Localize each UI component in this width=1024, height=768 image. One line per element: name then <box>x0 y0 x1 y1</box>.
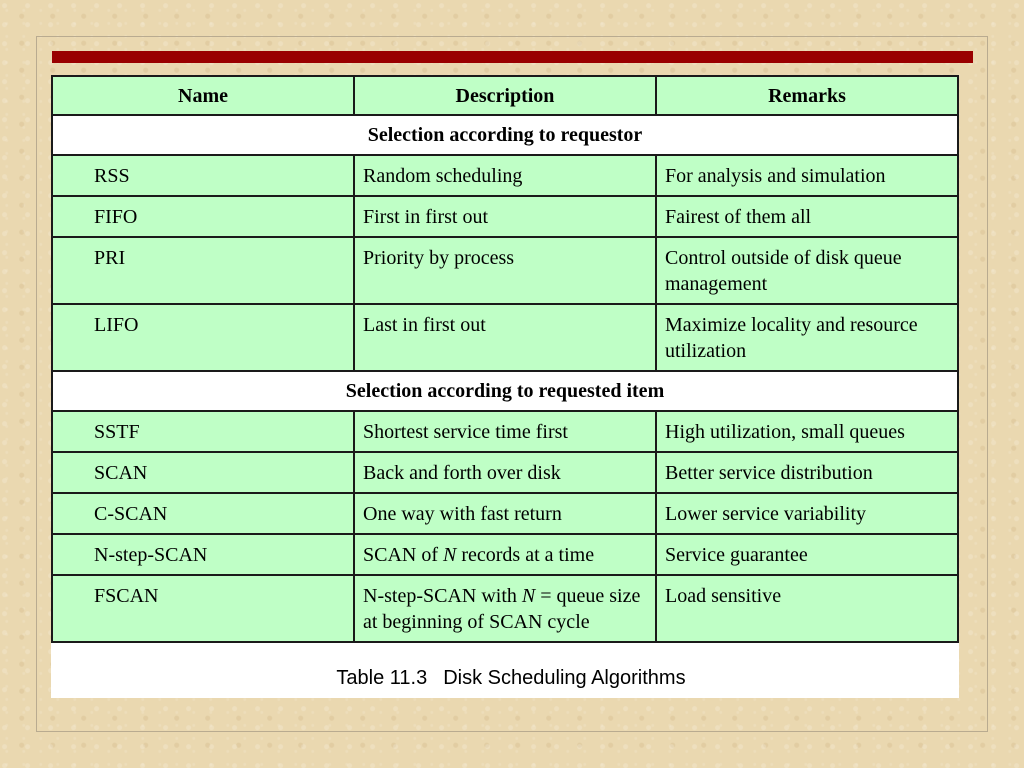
table-row <box>52 493 958 534</box>
table-row <box>52 155 958 196</box>
cell-description: First in first out <box>354 196 656 237</box>
cell-remarks: Fairest of them all <box>656 196 958 237</box>
table-container <box>51 75 959 698</box>
cell-remarks: Better service distribution <box>656 452 958 493</box>
description-text: SCAN of <box>363 544 444 566</box>
cell-description: Back and forth over disk <box>354 452 656 493</box>
cell-name: C-SCAN <box>52 493 354 534</box>
cell-name: SCAN <box>52 452 354 493</box>
table-row <box>52 534 958 575</box>
section-label: Selection according to requestor <box>52 115 958 155</box>
header-row <box>52 76 958 115</box>
header-remarks: Remarks <box>656 76 958 115</box>
cell-name: SSTF <box>52 411 354 452</box>
section-row-requestor <box>52 115 958 155</box>
description-variable: N <box>521 585 536 607</box>
table-row <box>52 304 958 371</box>
description-text: = queue size at beginning of SCAN cycle <box>363 585 641 633</box>
cell-remarks: For analysis and simulation <box>656 155 958 196</box>
cell-remarks: High utilization, small queues <box>656 411 958 452</box>
cell-description: Shortest service time first <box>354 411 656 452</box>
table-row <box>52 411 958 452</box>
table-row <box>52 196 958 237</box>
description-text: N-step-SCAN with <box>363 585 522 607</box>
table-row <box>52 452 958 493</box>
cell-name: FSCAN <box>52 575 354 642</box>
description-variable: N <box>443 544 457 566</box>
cell-description: Last in first out <box>354 304 656 371</box>
section-row-requested-item <box>52 371 958 411</box>
cell-remarks: Service guarantee <box>656 534 958 575</box>
header-description: Description <box>354 76 656 115</box>
cell-name: LIFO <box>52 304 354 371</box>
table-caption <box>51 667 971 690</box>
title-accent-bar <box>52 51 973 63</box>
cell-remarks: Load sensitive <box>656 575 958 642</box>
cell-description <box>354 534 656 575</box>
caption-number: Table 11.3 <box>336 667 428 689</box>
table-row <box>52 237 958 304</box>
cell-remarks: Lower service variability <box>656 493 958 534</box>
cell-description: Priority by process <box>354 237 656 304</box>
cell-name: N-step-SCAN <box>52 534 354 575</box>
section-label: Selection according to requested item <box>52 371 958 411</box>
caption-title: Disk Scheduling Algorithms <box>443 667 686 689</box>
cell-description <box>354 575 656 642</box>
table-row <box>52 575 958 642</box>
description-text: records at a time <box>456 544 595 566</box>
header-name: Name <box>52 76 354 115</box>
cell-name: FIFO <box>52 196 354 237</box>
cell-description: One way with fast return <box>354 493 656 534</box>
cell-remarks: Maximize locality and resource utilization <box>656 304 958 371</box>
cell-name: RSS <box>52 155 354 196</box>
cell-description: Random scheduling <box>354 155 656 196</box>
disk-scheduling-table <box>51 75 959 643</box>
cell-name: PRI <box>52 237 354 304</box>
cell-remarks: Control outside of disk queue management <box>656 237 958 304</box>
